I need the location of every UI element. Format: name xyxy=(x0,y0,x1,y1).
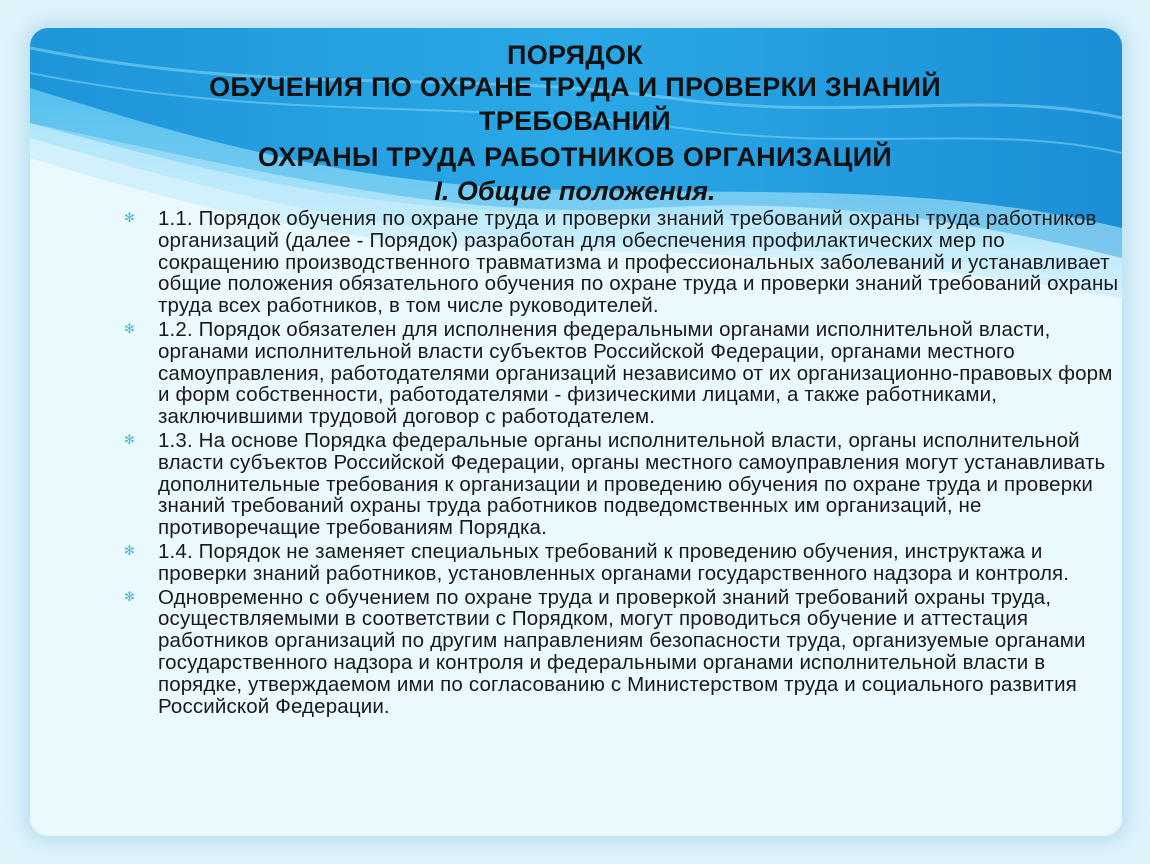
list-item xyxy=(120,319,1120,428)
snowflake-bullet-icon: ✻ xyxy=(124,431,135,447)
provisions-list xyxy=(120,208,1120,719)
list-item xyxy=(120,430,1120,539)
snowflake-bullet-icon: ✻ xyxy=(124,542,135,558)
slide-content xyxy=(30,28,1122,836)
list-item-text: 1.4. Порядок не заменяет специальных требований к проведению обучения, инструктажа и проверки знаний работников, установленных органами государственного надзора и контроля. xyxy=(158,539,1070,585)
slide xyxy=(30,28,1122,836)
list-item-text: 1.3. На основе Порядка федеральные органы исполнительной власти, органы исполнительной власти субъектов Российской Федерации, органы местного самоуправления могут устанавливать дополнительные требования к организации и проведению обучения по охране труда и проверки знаний требований охраны труда работников подведомственных им организаций, не противоречащие требованиям Порядка. xyxy=(158,428,1106,540)
section-subtitle: I. Общие положения. xyxy=(434,176,716,206)
list-item xyxy=(120,208,1120,317)
title-line-4: ОХРАНЫ ТРУДА РАБОТНИКОВ ОРГАНИЗАЦИЙ xyxy=(257,142,893,172)
list-item xyxy=(120,541,1120,585)
snowflake-bullet-icon: ✻ xyxy=(124,210,135,225)
snowflake-bullet-icon: ✻ xyxy=(124,320,135,336)
title-line-2: ОБУЧЕНИЯ ПО ОХРАНЕ ТРУДА И ПРОВЕРКИ ЗНАНИЙ xyxy=(209,72,941,102)
snowflake-bullet-icon: ✻ xyxy=(124,588,135,604)
list-item-text: 1.2. Порядок обязателен для исполнения федеральными органами исполнительной власти, органами исполнительной власти субъектов Российской Федерации, органами местного самоуправления, работодателями организаций независимо от их организационно-правовых форм и форм собственности, работодателями - физическими лицами, а также работниками, заключившими трудовой договор с работодателем. xyxy=(158,317,1113,429)
list-item-text: 1.1. Порядок обучения по охране труда и проверки знаний требований охраны труда работников организаций (далее - Порядок) разработан для обеспечения профилактических мер по сокращению производственного травматизма и профессиональных заболеваний и устанавливает общие положения обязательного обучения по охране труда и проверки знаний требований охраны труда всех работников, в том числе руководителей. xyxy=(158,207,1119,318)
title-line-1: ПОРЯДОК xyxy=(507,40,643,70)
title-line-3: ТРЕБОВАНИЙ xyxy=(479,106,671,136)
list-item xyxy=(120,587,1120,718)
list-item-text: Одновременно с обучением по охране труда и проверкой знаний требований охраны труда, осуществляемыми в соответствии с Порядком, могут проводиться обучение и аттестация работников организаций по другим направлениям безопасности труда, организуемые органами государственного надзора и контроля и федеральными органами исполнительной власти в порядке, утверждаемом ими по согласованию с Министерством труда и социального развития Российской Федерации. xyxy=(158,585,1086,718)
